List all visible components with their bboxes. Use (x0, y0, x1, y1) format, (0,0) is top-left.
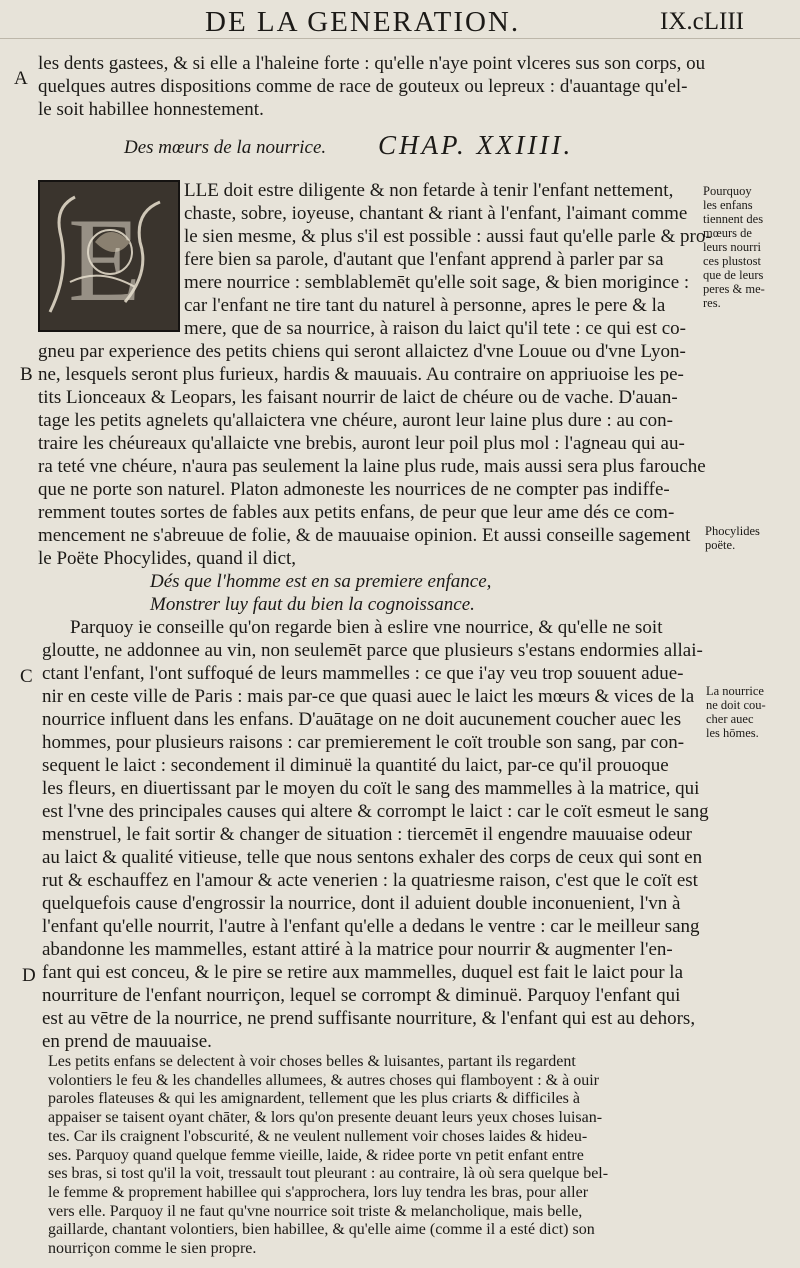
margin-letter-d: D (22, 965, 36, 986)
text-line: quelquefois cause d'engrossir la nourrice, dont il aduient double inconuenient, l'vn à (42, 893, 681, 914)
text-line: traire les chéureaux qu'allaicte vne brebis, auront leur poil plus mol : l'agneau qui au- (38, 433, 685, 454)
text-line: remment toutes sortes de fables aux petits enfans, de peur que leur ame dés ce com- (38, 502, 675, 523)
decorated-initial (38, 180, 180, 332)
text-line: nourrice influent dans les enfans. D'auātage on ne doit aucunement coucher auec les (42, 709, 682, 730)
text-line: le soit habillee honnestement. (38, 99, 264, 120)
text-line: volontiers le feu & les chandelles allumees, & autres choses qui flamboyent : & à ouir (48, 1072, 599, 1089)
side-note-line: leurs nourri (703, 240, 761, 254)
side-note-line: Phocylides (705, 524, 760, 538)
text-line: LLE doit estre diligente & non fetarde à tenir l'enfant nettement, (184, 180, 674, 201)
margin-letter-c: C (20, 666, 33, 687)
text-line: les fleurs, en diuertissant par le moyen du coït le sang des mammelles à la matrice, qui (42, 778, 700, 799)
text-line: est au vētre de la nourrice, ne prend suffisante nourriture, & l'enfant qui est au dehors, (42, 1008, 696, 1029)
folio-number: IX.cLIII (660, 8, 744, 35)
text-line: fere bien sa parole, d'autant que l'enfant apprend à parler par sa (184, 249, 664, 270)
text-line: au laict & qualité vitieuse, telle que nous sentons exhaler des corps de ceux qui sont en (42, 847, 703, 868)
side-note-line: tiennent des (703, 212, 764, 226)
text-line: tes. Car ils craignent l'obscurité, & ne veulent nullement voir choses laides & hideu- (48, 1128, 588, 1145)
verse-line: Dés que l'homme est en sa premiere enfance, (150, 571, 492, 592)
margin-letter-a: A (14, 68, 28, 89)
text-line: nourriture de l'enfant nourriçon, lequel se corrompt & diminuë. Parquoy l'enfant qui (42, 985, 681, 1006)
text-line: que ne porte son naturel. Platon admoneste les nourrices de ne compter pas indiffe- (38, 479, 670, 500)
text-line: paroles flateuses & qui les amignardent, tellement que les plus criarts & difficiles à (48, 1090, 580, 1107)
text-line: mere, que de sa nourrice, à raison du laict qu'il tete : ce qui est co- (184, 318, 686, 339)
text-line: gaillarde, chantant volontiers, bien habillee, & qu'elle aime (comme il a esté dict) son (48, 1221, 595, 1238)
side-note-line: ne doit cou- (706, 698, 766, 712)
side-note-line: ces plustost (703, 254, 761, 268)
side-note-line: peres & me- (703, 282, 765, 296)
verse-line: Monstrer luy faut du bien la cognoissance. (150, 594, 475, 615)
text-line: sequent le laict : secondement il diminuë la quantité du laict, par-ce qu'il prouoque (42, 755, 669, 776)
side-note-line: mœurs de (703, 226, 752, 240)
side-note-line: les hōmes. (706, 726, 759, 740)
text-line: l'enfant qu'elle nourrit, l'autre à l'enfant qu'elle a dedans le ventre : car le meilleur sang (42, 916, 700, 937)
side-note-line: poëte. (705, 538, 736, 552)
text-line: le Poëte Phocylides, quand il dict, (38, 548, 297, 569)
side-note-line: La nourrice (706, 684, 764, 698)
text-line: vers elle. Parquoy il ne faut qu'vne nourrice soit triste & melancholique, mais belle, (48, 1203, 583, 1220)
side-note-line: les enfans (703, 198, 753, 212)
side-note-line: cher auec (706, 712, 754, 726)
text-line: abandonne les mammelles, estant attiré à la matrice pour nourrir & augmenter l'en- (42, 939, 673, 960)
text-line: mencement ne s'abreuue de folie, & de mauuaise opinion. Et aussi conseille sagement (38, 525, 691, 546)
text-line: fant qui est conceu, & le pire se retire aux mammelles, duquel est fait le laict pour la (42, 962, 684, 983)
text-line: nir en ceste ville de Paris : mais par-ce que quasi auec le laict les mœurs & vices de la (42, 686, 695, 707)
text-line: rut & eschauffez en l'amour & acte venerien : la quatriesme raison, c'est que le coït est (42, 870, 698, 891)
text-line: en prend de mauuaise. (42, 1031, 212, 1052)
text-line: tits Lionceaux & Leopars, les faisant nourrir de laict de chéure ou de vache. D'auan- (38, 387, 678, 408)
text-line: hommes, pour plusieurs raisons : car premierement le coït trouble son sang, par con- (42, 732, 685, 753)
text-line: est l'vne des principales causes qui altere & corrompt le laict : car le coït esmeut le sang (42, 801, 709, 822)
side-note-line: que de leurs (703, 268, 764, 282)
chapter-number: CHAP. XXIIII. (378, 130, 574, 160)
text-line: gneu par experience des petits chiens qui seront allaictez d'vne Louue ou d'vne Lyon- (38, 341, 686, 362)
text-line: ra teté vne chéure, n'aura pas seulement la laine plus rude, mais aussi sera plus farouche (38, 456, 706, 477)
text-line: car l'enfant ne tire tant du naturel à personne, apres le pere & la (184, 295, 666, 316)
text-line: ne, lesquels seront plus furieux, hardis & mauuais. Au contraire on appriuoise les pe- (38, 364, 684, 385)
text-line: Parquoy ie conseille qu'on regarde bien à eslire vne nourrice, & qu'elle ne soit (70, 617, 663, 638)
text-line: Les petits enfans se delectent à voir choses belles & luisantes, partant ils regardent (48, 1053, 576, 1070)
chapter-title: Des mœurs de la nourrice. (124, 137, 327, 158)
text-line: appaiser se taisent oyant chāter, & lors qu'on presente deuant leurs yeux choses luisan- (48, 1109, 603, 1126)
side-note-line: res. (703, 296, 721, 310)
page-header (0, 2, 800, 39)
text-line: gloutte, ne addonnee au vin, non seulemēt parce que plusieurs s'estans endormies allai- (42, 640, 703, 661)
text-line: le sien mesme, & plus s'il est possible : aussi faut qu'elle parle & pro- (184, 226, 712, 247)
text-line: ses bras, si tost qu'il la voit, tressault tout pleurant : au contraire, là où sera quelque bel- (48, 1165, 609, 1182)
text-line: quelques autres dispositions comme de race de gouteux ou lepreux : d'auantage qu'el- (38, 76, 688, 97)
running-title: DE LA GENERATION. (205, 6, 521, 38)
margin-letter-b: B (20, 364, 33, 385)
text-line: mere nourrice : semblablemēt qu'elle soit sage, & bien morigince : (184, 272, 690, 293)
text-line: ctant l'enfant, l'ont suffoqué de leurs mammelles : ce que i'ay veu trop souuent adue- (42, 663, 684, 684)
text-line: le femme & proprement habillee qui s'approchera, lors luy tendra les bras, pour aller (48, 1184, 589, 1201)
text-line: menstruel, le fait sortir & changer de situation : tiercemēt il engendre mauuaise odeur (42, 824, 692, 845)
text-line: nourriçon comme le sien propre. (48, 1240, 257, 1257)
initial-letter: E (68, 193, 142, 326)
text-line: ses. Parquoy quand quelque femme vieille, laide, & ridee porte vn petit enfant entre (48, 1147, 584, 1164)
text-line: chaste, sobre, ioyeuse, chantant & riant à l'enfant, l'aimant comme (184, 203, 688, 224)
side-note-line: Pourquoy (703, 184, 752, 198)
text-line: les dents gastees, & si elle a l'haleine forte : qu'elle n'aye point vlceres sus son corps, ou (38, 53, 706, 74)
text-line: tage les petits agnelets qu'allaictera vne chéure, auront leur laine plus dure : au con- (38, 410, 673, 431)
decorated-initial-e-icon (40, 182, 178, 330)
